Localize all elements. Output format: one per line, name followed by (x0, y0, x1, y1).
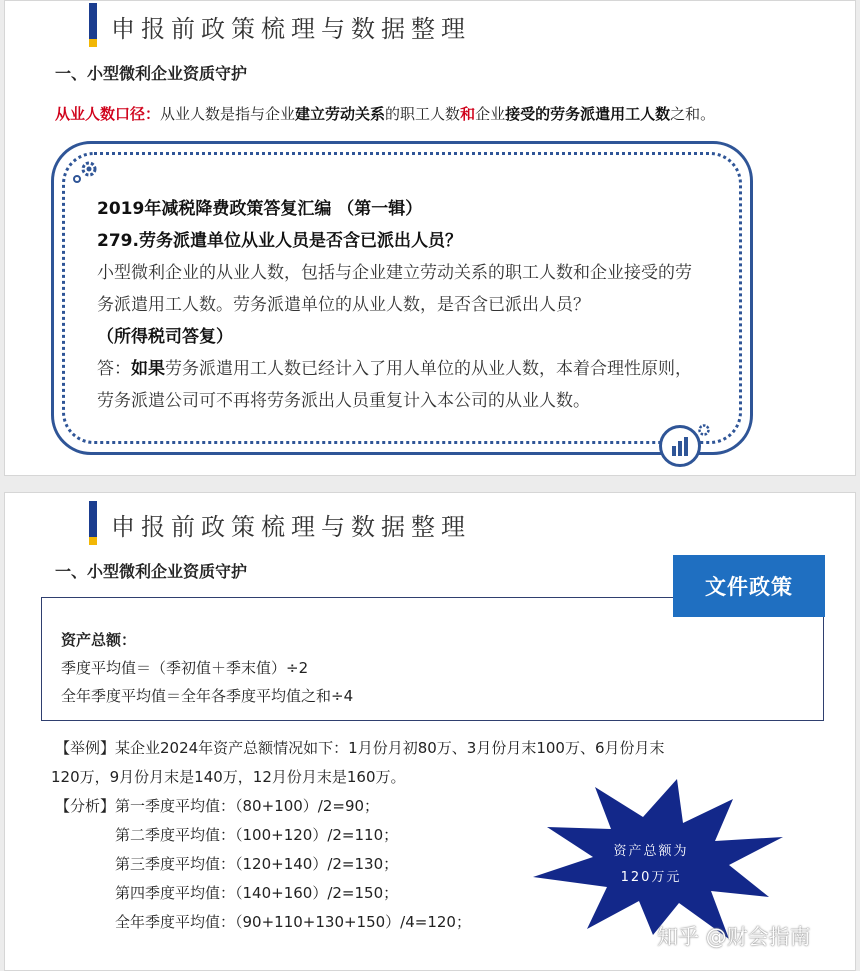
answer-bold: 如果 (131, 359, 165, 379)
qa-question-text: 279.劳务派遣单位从业人员是否含已派出人员？ (97, 231, 462, 251)
definition-label: 从业人数口径： (55, 105, 161, 123)
definition-text: 的职工人数 (385, 105, 461, 123)
formula-year: 全年季度平均值＝全年各季度平均值之和÷4 (61, 687, 354, 705)
answer-text: 劳务派遣用工人数已经计入了用人单位的从业人数，本着合理性原则， (165, 359, 692, 379)
qa-responder (97, 321, 233, 353)
page-title: 申报前政策梳理与数据整理 (111, 15, 471, 43)
qa-source-text: 2019年减税降费政策答复汇编 （第一辑） (97, 199, 423, 219)
bar-chart-icon (659, 425, 701, 467)
starburst-text (591, 839, 711, 891)
definition-text: 从业人数是指与企业 (160, 105, 296, 123)
gear-icon (69, 159, 99, 185)
qa-answer-line-1 (97, 353, 692, 385)
definition-text: 企业 (475, 105, 506, 123)
analysis-label: 【分析】 (55, 797, 116, 815)
section-heading: 一、小型微利企业资质守护 (55, 562, 248, 581)
starburst-line-2: 120万元 (620, 870, 682, 885)
qa-responder-text: （所得税司答复） (97, 327, 233, 347)
analysis-q2: 第二季度平均值：（100+120）/2=110； (115, 826, 399, 844)
title-accent-bar (89, 501, 97, 545)
analysis-q4: 第四季度平均值：（140+160）/2=150； (115, 884, 399, 902)
analysis-year: 全年季度平均值：（90+110+130+150）/4=120； (115, 913, 471, 931)
title-accent-bar (89, 3, 97, 47)
qa-question (97, 225, 462, 257)
definition-text: 之和。 (670, 105, 716, 123)
example-line-2: 120万，9月份月末是140万，12月份月末是160万。 (51, 768, 406, 786)
formula-heading: 资产总额： (61, 631, 137, 649)
slide-1 (4, 0, 856, 476)
qa-body-line-2: 务派遣用工人数。劳务派遣单位的从业人数，是否含已派出人员？ (97, 295, 590, 315)
analysis-q3: 第三季度平均值：（120+140）/2=130； (115, 855, 399, 873)
headcount-definition (55, 103, 715, 124)
qa-answer-line-2: 劳务派遣公司可不再将劳务派出人员重复计入本公司的从业人数。 (97, 391, 590, 411)
page-title: 申报前政策梳理与数据整理 (111, 513, 471, 541)
starburst-line-1: 资产总额为 (613, 844, 689, 859)
definition-red-and: 和 (460, 105, 476, 123)
answer-prefix: 答： (97, 359, 131, 379)
definition-bold: 建立劳动关系 (295, 105, 386, 123)
definition-bold: 接受的劳务派遣用工人数 (505, 105, 671, 123)
qa-body-line-1: 小型微利企业的从业人数，包括与企业建立劳动关系的职工人数和企业接受的劳 (97, 263, 692, 283)
analysis-line-1 (55, 795, 379, 816)
small-gear-icon (697, 423, 711, 437)
analysis-q1: 第一季度平均值：（80+100）/2=90； (115, 797, 380, 815)
example-line-1: 【举例】某企业2024年资产总额情况如下：1月份月初80万、3月份月末100万、6月份月末 (55, 739, 665, 757)
qa-source (97, 193, 422, 225)
section-heading: 一、小型微利企业资质守护 (55, 64, 248, 83)
watermark: 知乎 @财会指南 (657, 925, 811, 949)
formula-quarter: 季度平均值＝（季初值＋季末值）÷2 (61, 659, 309, 677)
slide-2 (4, 492, 856, 971)
policy-tag: 文件政策 (673, 555, 825, 617)
